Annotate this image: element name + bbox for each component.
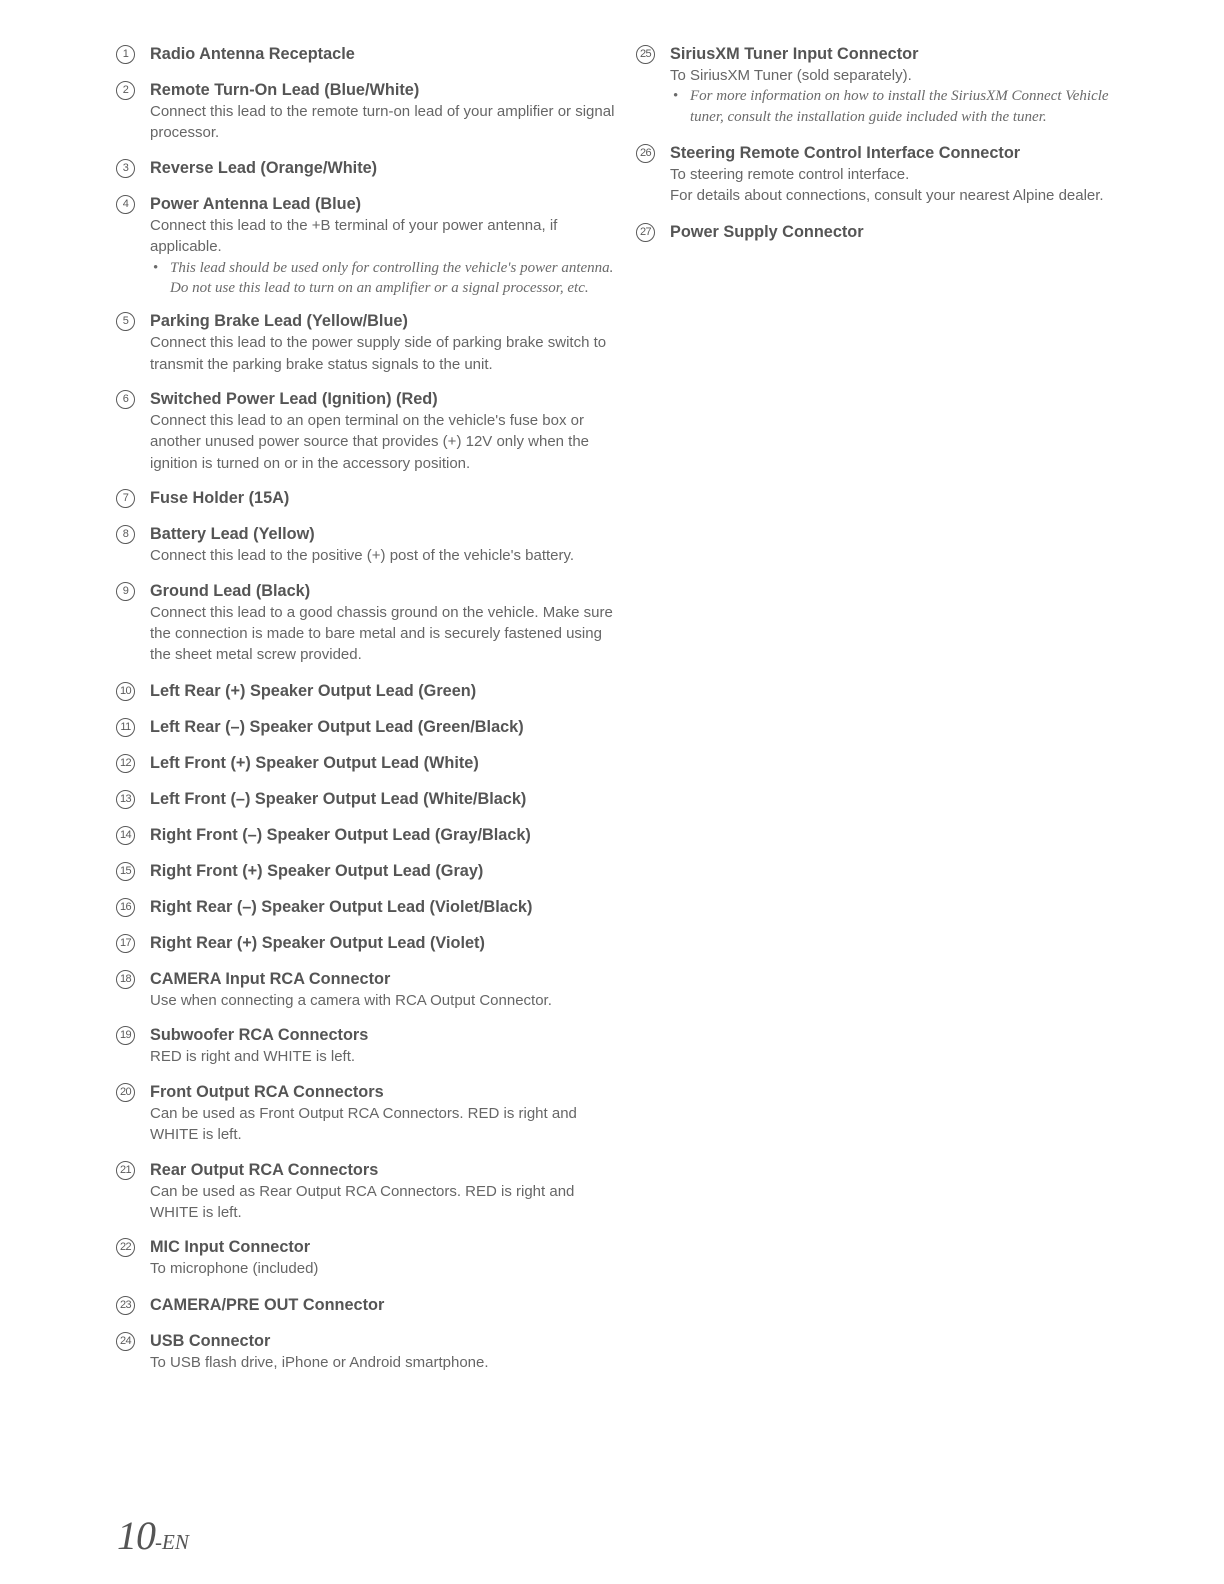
item-number-badge: 18 (116, 970, 135, 989)
item-number-badge: 13 (116, 790, 135, 809)
item-description: Connect this lead to an open terminal on the vehicle's fuse box or another unused power source that provides (+) 12V only when the ignition is turned on or in the accessory position. (150, 412, 590, 472)
connection-item (116, 487, 616, 509)
connection-item (116, 1081, 616, 1146)
note-text: This lead should be used only for controlling the vehicle's power antenna. Do not use this lead to turn on an amplifier or a signal processor, etc. (170, 259, 614, 296)
item-title: Switched Power Lead (Ignition) (Red) (150, 390, 438, 409)
item-number-badge: 3 (116, 159, 135, 178)
item-description: Connect this lead to the power supply side of parking brake switch to transmit the parking brake status signals to the unit. (150, 334, 607, 373)
connection-item (116, 43, 616, 65)
connection-item (116, 523, 616, 566)
connection-item (116, 310, 616, 375)
connection-item (116, 968, 616, 1011)
item-number-badge: 17 (116, 934, 135, 953)
connection-item (636, 221, 1136, 243)
item-number-badge: 12 (116, 754, 135, 773)
connection-item (116, 580, 616, 666)
item-number-badge: 9 (116, 582, 135, 601)
item-title: Subwoofer RCA Connectors (150, 1026, 369, 1045)
item-title: Fuse Holder (15A) (150, 489, 290, 508)
item-number-badge: 6 (116, 390, 135, 409)
item-number-badge: 21 (116, 1161, 135, 1180)
item-title: Rear Output RCA Connectors (150, 1160, 379, 1179)
item-title: Right Rear (+) Speaker Output Lead (Violet) (150, 933, 485, 952)
item-number-badge: 2 (116, 81, 135, 100)
item-number-badge: 25 (636, 45, 655, 64)
item-description: RED is right and WHITE is left. (150, 1048, 356, 1066)
item-description: For details about connections, consult your nearest Alpine dealer. (670, 187, 1104, 205)
item-note (150, 258, 616, 299)
item-number-badge: 5 (116, 312, 135, 331)
item-number-badge: 7 (116, 489, 135, 508)
item-number-badge: 24 (116, 1332, 135, 1351)
left-column (116, 43, 616, 1387)
item-description: To USB flash drive, iPhone or Android smartphone. (150, 1353, 489, 1371)
connection-item (116, 79, 616, 144)
connection-item (116, 388, 616, 474)
item-title: Radio Antenna Receptacle (150, 45, 355, 63)
connection-item (116, 680, 616, 702)
connection-item (116, 860, 616, 882)
item-title: Left Front (–) Speaker Output Lead (White/Black) (150, 789, 527, 808)
page-language-suffix: -EN (155, 1530, 189, 1554)
item-title: Left Rear (–) Speaker Output Lead (Green/Black) (150, 717, 524, 736)
connection-item (116, 788, 616, 810)
item-number-badge: 8 (116, 525, 135, 544)
connection-item (116, 752, 616, 774)
connection-item (636, 142, 1136, 207)
connection-item (636, 43, 1136, 127)
connection-item (116, 1159, 616, 1224)
item-number-badge: 11 (116, 718, 135, 737)
item-number-badge: 26 (636, 144, 655, 163)
item-title: Steering Remote Control Interface Connector (670, 144, 1021, 162)
item-title: Right Rear (–) Speaker Output Lead (Violet/Black) (150, 897, 533, 916)
item-title: Ground Lead (Black) (150, 581, 311, 600)
item-title: Remote Turn-On Lead (Blue/White) (150, 81, 420, 99)
right-column (636, 43, 1136, 257)
connection-item (116, 896, 616, 918)
connection-item (116, 1294, 616, 1316)
item-title: CAMERA/PRE OUT Connector (150, 1295, 385, 1314)
item-title: Power Supply Connector (670, 222, 864, 241)
item-title: Left Front (+) Speaker Output Lead (White) (150, 753, 479, 772)
connection-item (116, 193, 616, 298)
item-number-badge: 15 (116, 862, 135, 881)
item-title: Reverse Lead (Orange/White) (150, 158, 378, 177)
item-title: CAMERA Input RCA Connector (150, 969, 391, 988)
item-description: Can be used as Front Output RCA Connectors. RED is right and WHITE is left. (150, 1104, 577, 1144)
page-number: 10 (117, 1513, 155, 1558)
item-title: SiriusXM Tuner Input Connector (670, 45, 919, 63)
item-description: To steering remote control interface. (670, 166, 910, 183)
note-text: For more information on how to install the SiriusXM Connect Vehicle tuner, consult the installation guide included with the tuner. (690, 88, 1109, 125)
item-title: Right Front (–) Speaker Output Lead (Gray/Black) (150, 825, 531, 844)
item-number-badge: 19 (116, 1026, 135, 1045)
item-title: Parking Brake Lead (Yellow/Blue) (150, 312, 408, 331)
bullet-icon: • (153, 259, 159, 276)
item-number-badge: 1 (116, 45, 135, 64)
item-description: To SiriusXM Tuner (sold separately). (670, 67, 912, 84)
connection-item (116, 932, 616, 954)
item-number-badge: 16 (116, 898, 135, 917)
item-description: To microphone (included) (150, 1260, 319, 1278)
item-number-badge: 20 (116, 1083, 135, 1102)
item-number-badge: 22 (116, 1238, 135, 1257)
connection-item (116, 157, 616, 179)
item-title: Front Output RCA Connectors (150, 1082, 384, 1101)
item-description: Connect this lead to the remote turn-on lead of your amplifier or signal processor. (150, 103, 615, 142)
connection-item (116, 1330, 616, 1373)
connection-item (116, 1024, 616, 1067)
item-title: MIC Input Connector (150, 1238, 311, 1257)
connection-item (116, 824, 616, 846)
item-title: Left Rear (+) Speaker Output Lead (Green) (150, 681, 477, 700)
item-description: Can be used as Rear Output RCA Connectors. RED is right and WHITE is left. (150, 1182, 575, 1221)
item-number-badge: 23 (116, 1296, 135, 1315)
item-title: Power Antenna Lead (Blue) (150, 194, 362, 213)
item-number-badge: 27 (636, 223, 655, 242)
connection-item (116, 716, 616, 738)
item-description: Connect this lead to the +B terminal of your power antenna, if applicable. (150, 216, 558, 256)
item-title: Right Front (+) Speaker Output Lead (Gray) (150, 861, 484, 880)
item-description: Use when connecting a camera with RCA Output Connector. (150, 991, 552, 1009)
item-title: USB Connector (150, 1331, 271, 1350)
item-description: Connect this lead to a good chassis ground on the vehicle. Make sure the connection is made to bare metal and is securely fastened using the sheet metal screw provided. (150, 603, 613, 664)
item-note (670, 86, 1136, 127)
connection-item (116, 1236, 616, 1279)
item-title: Battery Lead (Yellow) (150, 525, 315, 544)
item-number-badge: 14 (116, 826, 135, 845)
page-footer (117, 1512, 189, 1559)
item-number-badge: 10 (116, 682, 135, 701)
bullet-icon: • (673, 88, 679, 105)
item-number-badge: 4 (116, 195, 135, 214)
item-description: Connect this lead to the positive (+) post of the vehicle's battery. (150, 547, 575, 565)
